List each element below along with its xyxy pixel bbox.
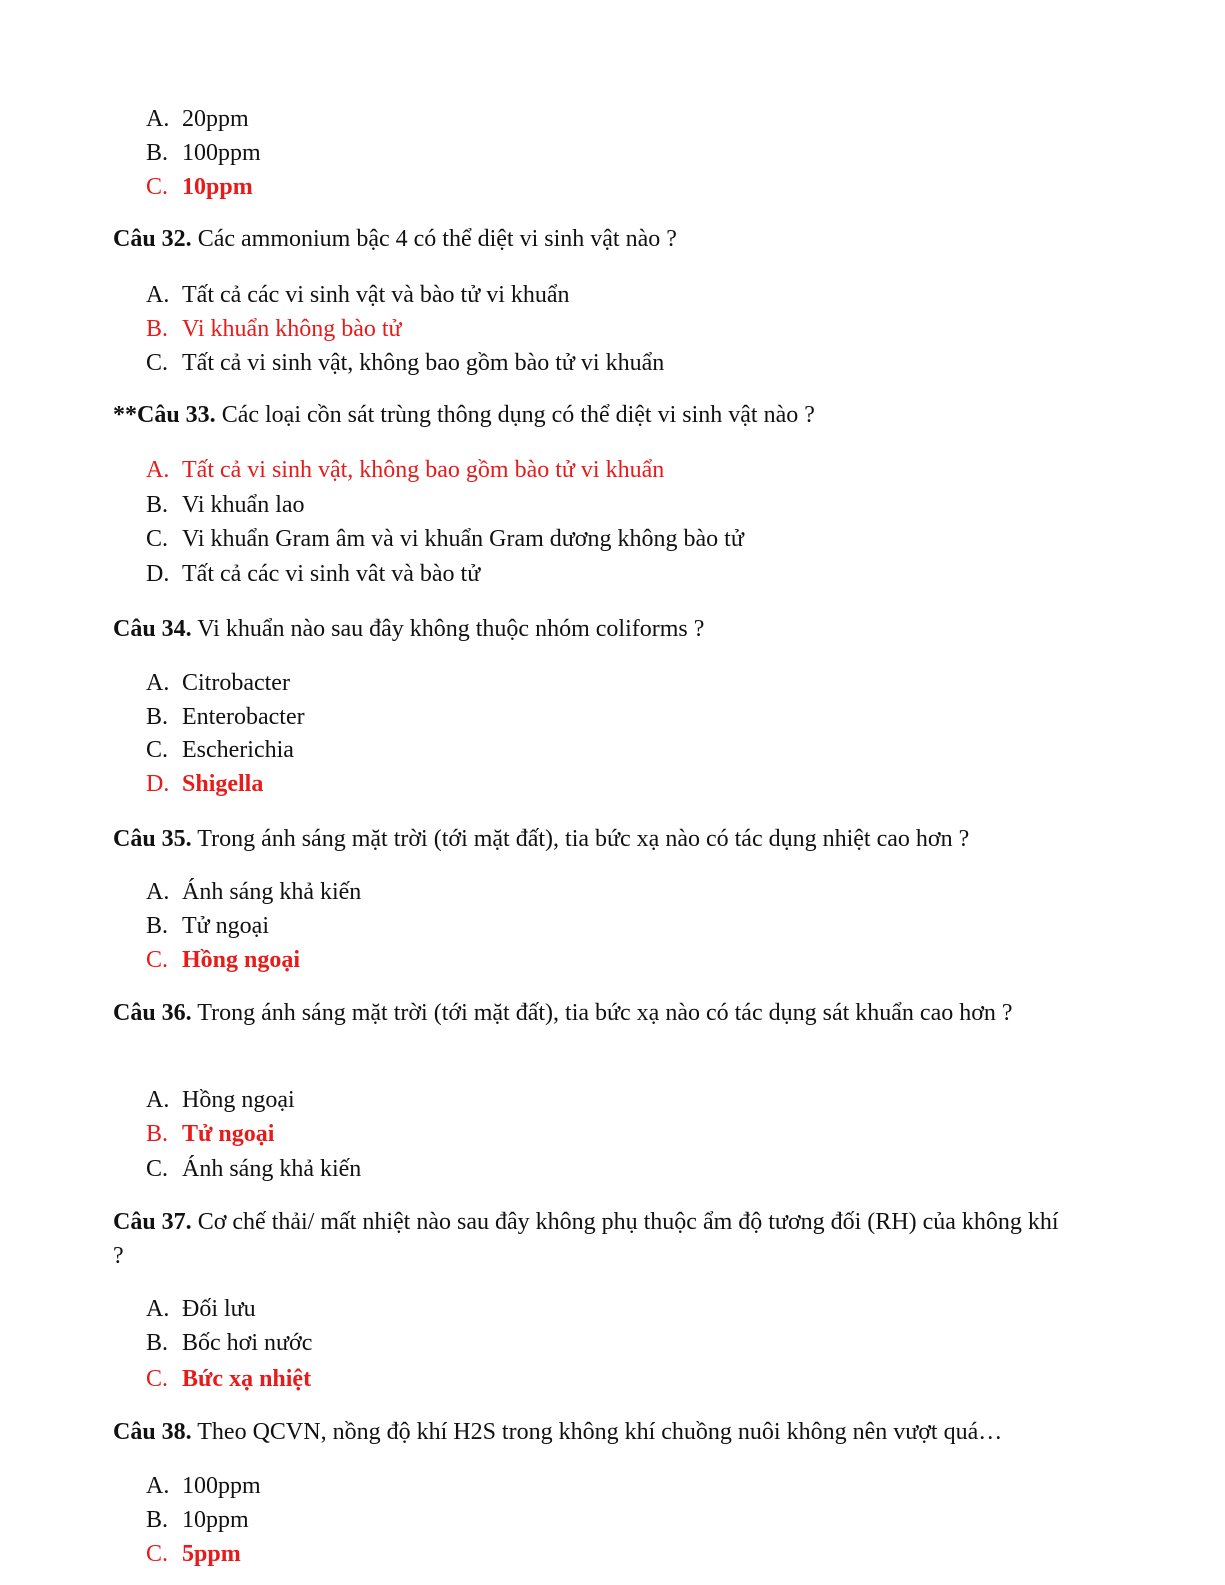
q36-option-a: A. Hồng ngoại [146,1087,295,1113]
question-32: Câu 32. Các ammonium bậc 4 có thể diệt vi sinh vật nào ? [113,226,677,252]
q38-option-a: A. 100ppm [146,1473,261,1499]
question-33: **Câu 33. Các loại cồn sát trùng thông dụng có thể diệt vi sinh vật nào ? [113,402,815,428]
q32-option-b-correct: B. Vi khuẩn không bào tử [146,316,402,342]
q33-option-d: D. Tất cả các vi sinh vât và bào tử [146,561,481,587]
q33-option-a-correct: A. Tất cả vi sinh vật, không bao gồm bào tử vi khuẩn [146,457,665,483]
q34-option-c: C. Escherichia [146,737,294,763]
q36-option-b-correct: B. Tử ngoại [146,1121,275,1147]
q36-option-c: C. Ánh sáng khả kiến [146,1156,362,1182]
question-38: Câu 38. Theo QCVN, nồng độ khí H2S trong không khí chuồng nuôi không nên vượt quá… [113,1419,1003,1445]
question-35: Câu 35. Trong ánh sáng mặt trời (tới mặt đất), tia bức xạ nào có tác dụng nhiệt cao hơn ? [113,826,970,852]
option-prev-b: B. 100ppm [146,140,261,166]
q37-option-a: A. Đối lưu [146,1296,256,1322]
question-37: Câu 37. Cơ chế thải/ mất nhiệt nào sau đây không phụ thuộc ẩm độ tương đối (RH) của không khí ? [113,1209,1059,1269]
q33-option-c: C. Vi khuẩn Gram âm và vi khuẩn Gram dương không bào tử [146,526,744,552]
q37-option-c-correct: C. Bức xạ nhiệt [146,1366,312,1392]
option-prev-c-correct: C. 10ppm [146,174,253,200]
q32-option-c: C. Tất cả vi sinh vật, không bao gồm bào tử vi khuẩn [146,350,665,376]
q35-option-c-correct: C. Hồng ngoại [146,947,301,973]
q34-option-a: A. Citrobacter [146,670,290,696]
q38-option-b: B. 10ppm [146,1507,249,1533]
q34-option-b: B. Enterobacter [146,704,305,730]
option-prev-a: A. 20ppm [146,106,249,132]
q35-option-b: B. Tử ngoại [146,913,269,939]
q33-option-b: B. Vi khuẩn lao [146,492,305,518]
q35-option-a: A. Ánh sáng khả kiến [146,879,362,905]
q38-option-c-correct: C. 5ppm [146,1541,241,1567]
q32-option-a: A. Tất cả các vi sinh vật và bào tử vi khuẩn [146,282,570,308]
q34-option-d-correct: D. Shigella [146,771,264,797]
q37-option-b: B. Bốc hơi nước [146,1330,313,1356]
question-36: Câu 36. Trong ánh sáng mặt trời (tới mặt đất), tia bức xạ nào có tác dụng sát khuẩn cao hơn ? [113,1000,1013,1026]
question-34: Câu 34. Vi khuẩn nào sau đây không thuộc nhóm coliforms ? [113,616,705,642]
